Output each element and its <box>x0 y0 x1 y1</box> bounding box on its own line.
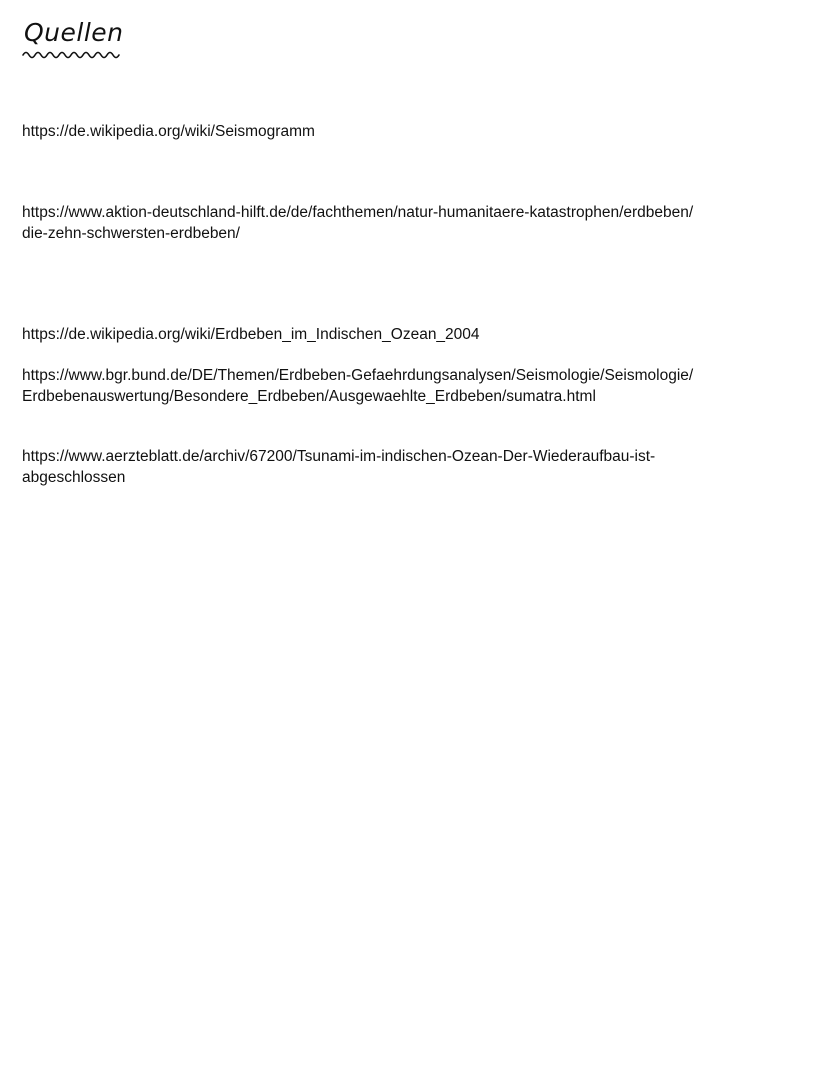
source-line[interactable]: https://www.aerzteblatt.de/archiv/67200/Tsunami-im-indischen-Ozean-Der-Wiederaufbau-ist- <box>22 448 656 465</box>
source-line[interactable]: https://www.bgr.bund.de/DE/Themen/Erdbeben-Gefaehrdungsanalysen/Seismologie/Seismologie/ <box>22 367 694 384</box>
source-line[interactable]: https://de.wikipedia.org/wiki/Erdbeben_im_Indischen_Ozean_2004 <box>22 326 480 343</box>
wavy-underline-icon <box>22 49 122 59</box>
page-title: Quellen <box>24 18 124 47</box>
source-line[interactable]: Erdbebenauswertung/Besondere_Erdbeben/Ausgewaehlte_Erdbeben/sumatra.html <box>22 388 596 405</box>
source-line[interactable]: https://de.wikipedia.org/wiki/Seismogramm <box>22 123 315 140</box>
source-item-3[interactable] <box>22 324 812 345</box>
source-item-2[interactable] <box>22 202 812 244</box>
source-item-4[interactable] <box>22 365 812 407</box>
page-heading <box>22 16 132 60</box>
source-item-5[interactable] <box>22 446 812 488</box>
source-line[interactable]: abgeschlossen <box>22 469 126 486</box>
source-item-1[interactable] <box>22 121 812 142</box>
source-line[interactable]: https://www.aktion-deutschland-hilft.de/de/fachthemen/natur-humanitaere-katastrophen/erdbeben/ <box>22 204 694 221</box>
source-line[interactable]: die-zehn-schwersten-erdbeben/ <box>22 225 240 242</box>
